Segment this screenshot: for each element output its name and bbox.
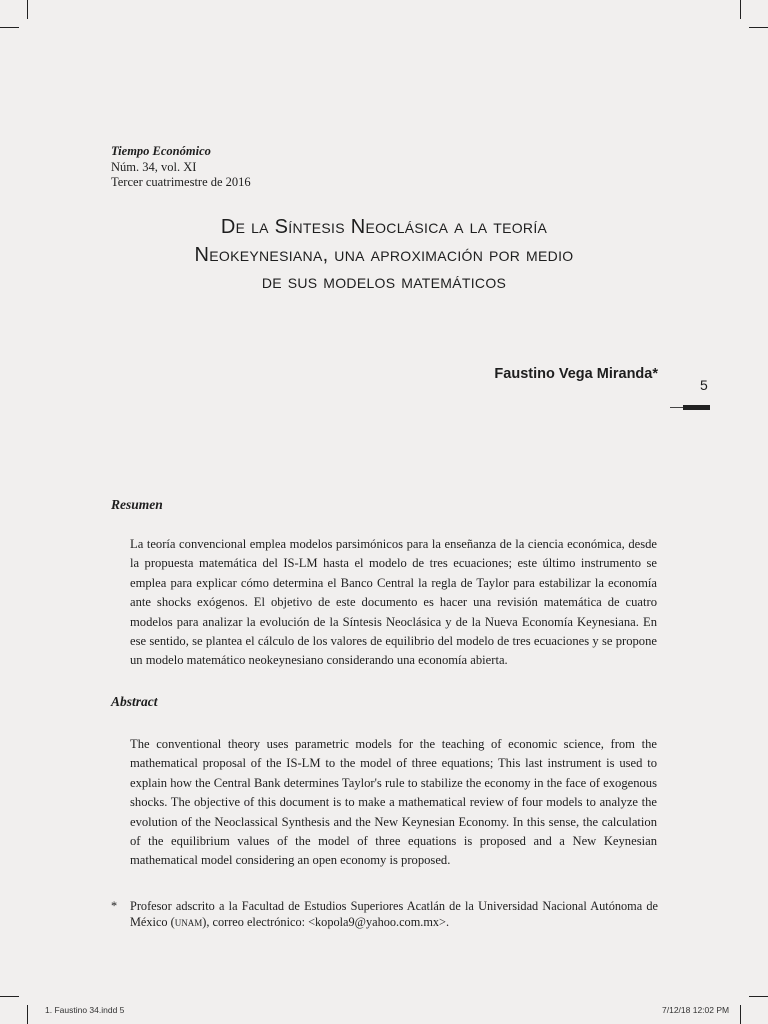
title-line: Neokeynesiana, una aproximación por medio bbox=[194, 243, 574, 266]
journal-issue: Núm. 34, vol. XI bbox=[111, 159, 197, 174]
footnote-text: Profesor adscrito a la Facultad de Estudios Superiores Acatlán de la Universidad Nacional Autónoma de México (unam), correo electrónico: <kopola9@yahoo.com.mx>. bbox=[130, 899, 658, 929]
journal-period: Tercer cuatrimestre de 2016 bbox=[111, 175, 251, 189]
journal-name: Tiempo Económico bbox=[111, 144, 211, 158]
abstract-heading: Abstract bbox=[111, 694, 158, 709]
crop-mark-bottom-right-h bbox=[749, 996, 768, 997]
crop-mark-top-right-h bbox=[749, 27, 768, 28]
footnote-mark: * bbox=[111, 899, 118, 913]
crop-mark-top-left-v bbox=[27, 0, 28, 19]
journal-info bbox=[111, 144, 251, 191]
crop-mark-bottom-right-v bbox=[740, 1005, 741, 1024]
page-rule bbox=[670, 407, 683, 408]
crop-mark-top-right-v bbox=[740, 0, 741, 19]
article-title bbox=[110, 214, 658, 297]
title-line: De la Síntesis Neoclásica a la teoría bbox=[220, 216, 548, 238]
slug-date: 7/12/18 12:02 PM bbox=[662, 1005, 730, 1015]
page-number: 5 bbox=[700, 377, 708, 393]
author-name: Faustino Vega Miranda* bbox=[494, 366, 658, 382]
crop-mark-bottom-left-v bbox=[27, 1005, 28, 1024]
slug-file: 1. Faustino 34.indd 5 bbox=[45, 1005, 125, 1015]
resumen-text: La teoría convencional emplea modelos parsimónicos para la enseñanza de la ciencia económica, desde la propuesta matemática del IS-LM hasta el modelo de tres ecuaciones; este último instrumento se emplea para explicar cómo determina el Banco Central la regla de Taylor para estabilizar la economía ante shocks exógenos. El objetivo de este documento es hacer una revisión matemática de cuatro modelos para analizar la evolución de la Síntesis Neoclásica y de la Nueva Economía Keynesiana. En ese sentido, se plantea el cálculo de los valores de equilibrio del modelo de tres ecuaciones y se propone un modelo matemático neokeynesiano considerando una economía abierta. bbox=[130, 537, 657, 668]
title-line: de sus modelos matemáticos bbox=[261, 271, 507, 293]
crop-mark-bottom-left-h bbox=[0, 996, 19, 997]
footnote bbox=[111, 898, 658, 930]
footnote-acronym: unam bbox=[174, 915, 203, 929]
crop-mark-top-left-h bbox=[0, 27, 19, 28]
resumen-heading: Resumen bbox=[111, 497, 163, 512]
abstract-text: The conventional theory uses parametric models for the teaching of economic science, from the mathematical proposal of the IS-LM to the model of three equations; This last instrument is used to explain how the Central Bank determines Taylor's rule to stabilize the economy in the face of exogenous shocks. The objective of this document is to make a mathematical review of four models to analyze the evolution of the Neoclassical Synthesis and the New Keynesian Economy. In this sense, the calculation of the equilibrium values of the model of three equations is proposed and a New Keynesian mathematical model considering an open economy is proposed. bbox=[130, 737, 657, 868]
page-marker-bar bbox=[683, 405, 710, 410]
